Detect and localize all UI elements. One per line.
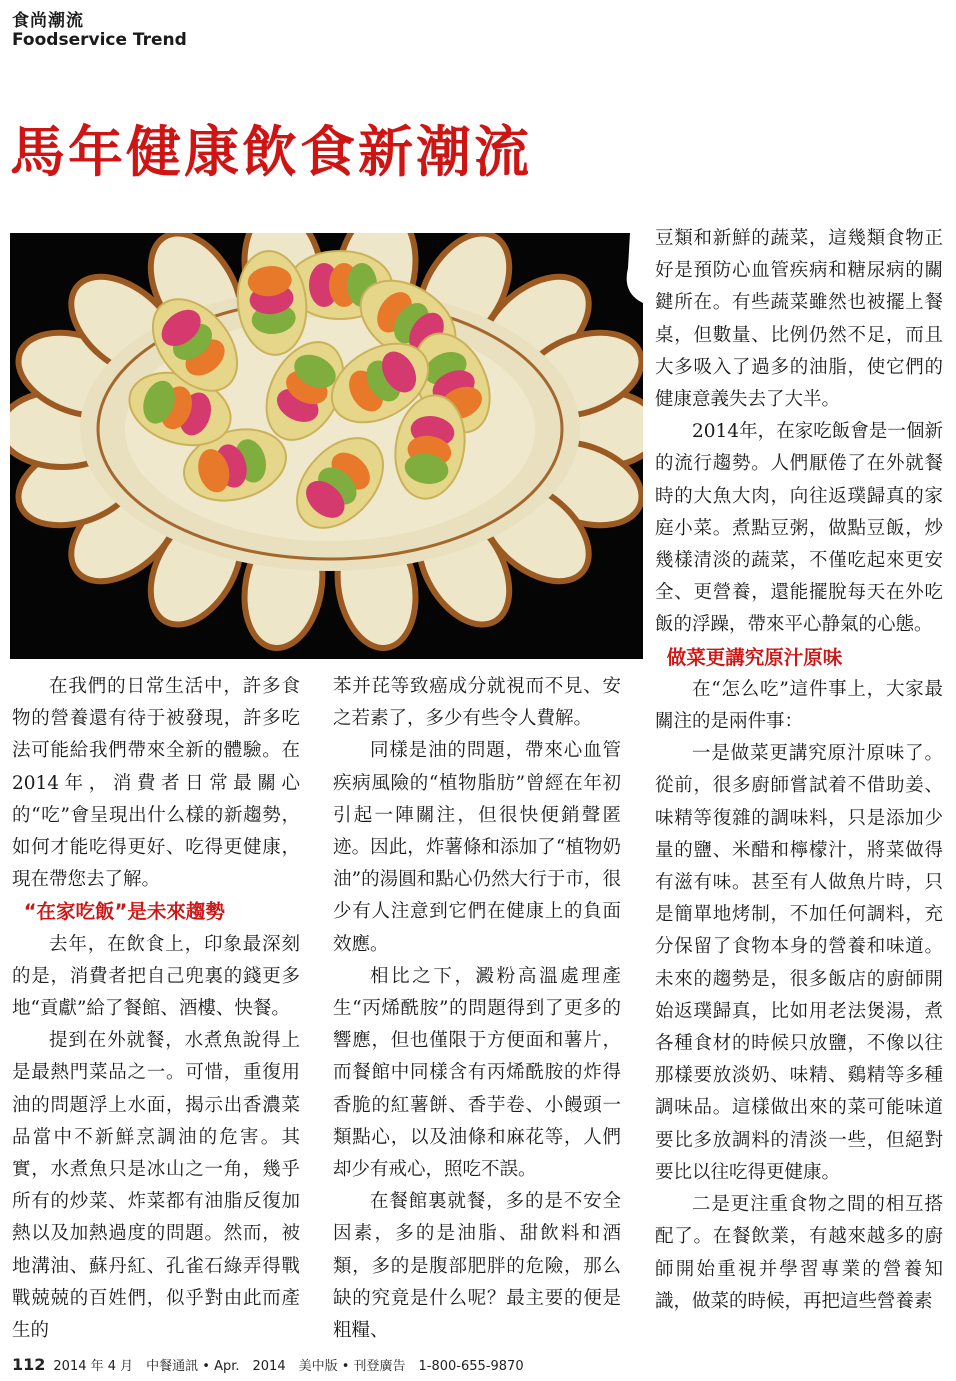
paragraph: 一是做菜更講究原汁原味了。從前，很多廚師嘗試着不借助姜、味精等復雜的調味料，只是添加少量的鹽、米醋和檸檬汁，將菜做得有滋有味。甚至有人做魚片時，只是簡單地烤制，不加任何調料，充分保留了食物本身的營養和味道。未來的趨勢是，很多飯店的廚師開始返璞歸真，比如用老法煲湯，煮各種食材的時候只放鹽，不像以往那樣要放淡奶、味精、鷄精等多種調味品。這樣做出來的菜可能味道要比多放調料的清淡一些，但絕對要比以往吃得更健康。 (655, 743, 943, 1183)
section-label-zh: 食尚潮流 (12, 11, 84, 31)
subheading-original-flavor: 做菜更講究原汁原味 (666, 645, 843, 669)
footer-text: 2014 年 4 月 中餐通訊 • Apr. 2014 美中版 • 刊登廣告 1-800-655-9870 (53, 1359, 524, 1374)
food-plate-illustration (10, 233, 643, 659)
article-column-1 (12, 671, 300, 1347)
paragraph: 在“怎么吃”這件事上，大家最關注的是兩件事： (655, 678, 943, 733)
article-column-2 (333, 671, 621, 1347)
paragraph: 苯并芘等致癌成分就視而不見、安之若素了，多少有些令人費解。 (333, 676, 621, 730)
paragraph: 去年，在飲食上，印象最深刻的是，消費者把自己兜裏的錢更多地“貢獻”給了餐館、酒樓、快餐。 (12, 933, 300, 1020)
paragraph: 提到在外就餐，水煮魚說得上是最熱門菜品之一。可惜，重復用油的問題浮上水面，揭示出香濃菜品當中不新鮮烹調油的危害。其實，水煮魚只是冰山之一角，幾乎所有的炒菜、炸菜都有油脂反復加熱以及加熱過度的問題。然而，被地溝油、蘇丹紅、孔雀石綠弄得戰戰兢兢的百姓們，似乎對由此而產生的 (12, 1030, 300, 1342)
paragraph: 同樣是油的問題，帶來心血管疾病風險的“植物脂肪”曾經在年初引起一陣關注，但很快便銷聲匿迹。因此，炸薯條和添加了“植物奶油”的湯圓和點心仍然大行于市，很少有人注意到它們在健康上的負面效應。 (333, 740, 621, 955)
paragraph: 二是更注重食物之間的相互搭配了。在餐飲業，有越來越多的廚師開始重視并學習專業的營養知識，做菜的時候，再把這些營養素 (655, 1194, 943, 1312)
page-footer (12, 1355, 524, 1374)
paragraph: 豆類和新鮮的蔬菜，這幾類食物正好是預防心血管疾病和糖尿病的關鍵所在。有些蔬菜雖然也被擺上餐桌，但數量、比例仍然不足，而且大多吸入了過多的油脂，使它們的健康意義失去了大半。 (655, 228, 943, 411)
section-label-en: Foodservice Trend (12, 30, 187, 50)
page-number: 112 (12, 1355, 46, 1374)
paragraph: 在我們的日常生活中，許多食物的營養還有待于被發現，許多吃法可能給我們帶來全新的體驗。在2014年，消費者日常最關心的“吃”會呈現出什么樣的新趨勢，如何才能吃得更好、吃得更健康，現在帶您去了解。 (12, 676, 300, 891)
article-title: 馬年健康飲食新潮流 (10, 119, 533, 184)
paragraph: 在餐館裏就餐，多的是不安全因素，多的是油脂、甜飲料和酒類，多的是腹部肥胖的危險，那么缺的究竟是什么呢？最主要的便是粗糧、 (333, 1191, 621, 1342)
subheading-home-dining: “在家吃飯”是未來趨勢 (23, 900, 225, 924)
article-column-3 (655, 223, 943, 1318)
food-photo (10, 233, 643, 659)
paragraph: 相比之下，澱粉高溫處理產生“丙烯酰胺”的問題得到了更多的響應，但也僅限于方便面和薯片，而餐館中同樣含有丙烯酰胺的炸得香脆的紅薯餅、香芋卷、小饅頭一類點心，以及油條和麻花等，人們却少有戒心，照吃不誤。 (333, 965, 621, 1181)
paragraph: 2014年，在家吃飯會是一個新的流行趨勢。人們厭倦了在外就餐時的大魚大肉，向往返璞歸真的家庭小菜。煮點豆粥，做點豆飯，炒幾樣清淡的蔬菜，不僅吃起來更安全、更營養，還能擺脫每天在外吃飯的浮躁，帶來平心静氣的心態。 (655, 421, 943, 636)
